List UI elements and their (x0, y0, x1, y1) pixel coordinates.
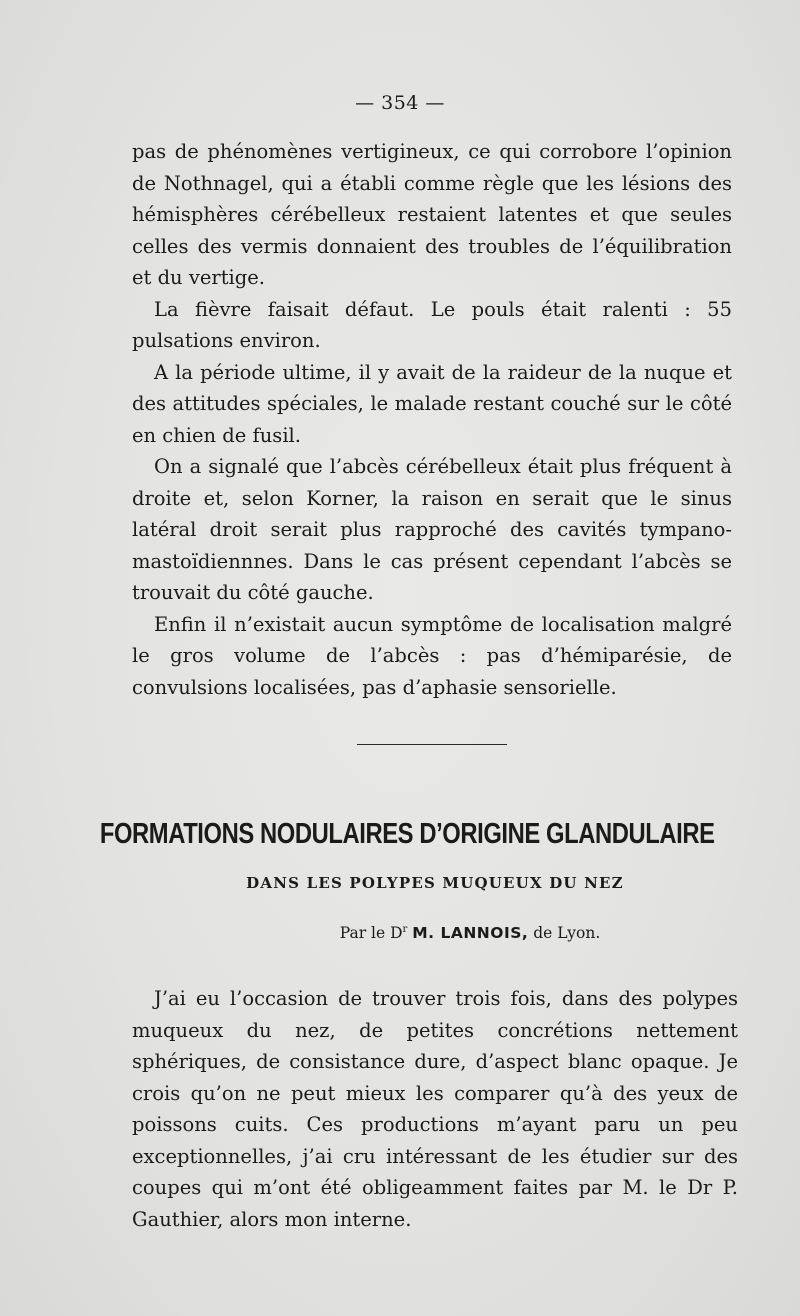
paragraph: Enfin il n’existait aucun symptôme de localisation malgré le gros volume de l’abcès : pas d’hémiparésie, de convulsions localisées, pas d’aphasie sensorielle. (132, 612, 732, 699)
article-body (132, 983, 738, 1235)
paragraph: On a signalé que l’abcès cérébelleux était plus fréquent à droite et, selon Korner, la raison en serait que le sinus latéral droit serait plus rapproché des cavités tympano-mastoïdiennnes. Dans le cas présent cependant l’abcès se trouvait du côté gauche. (132, 455, 732, 604)
article-title: FORMATIONS NODULAIRES D’ORIGINE GLANDULAIRE (99, 818, 715, 850)
byline-superscript: r (402, 924, 408, 935)
previous-article-text (132, 136, 732, 703)
byline-suffix: de Lyon. (533, 924, 601, 943)
byline (0, 924, 800, 942)
byline-prefix: Par le D (339, 924, 403, 943)
paragraph: La fièvre faisait défaut. Le pouls était ralenti : 55 pulsations environ. (132, 297, 732, 352)
paragraph: A la période ultime, il y avait de la raideur de la nuque et des attitudes spéciales, le malade restant couché sur le côté en chien de fusil. (132, 360, 732, 447)
author-name: M. LANNOIS, (412, 924, 529, 943)
paragraph: pas de phénomènes vertigineux, ce qui corrobore l’opinion de Nothnagel, qui a établi comme règle que les lésions des hémisphères cérébelleux restaient latentes et que seules celles des vermis donnaient des troubles de l’équilibration et du vertige. (132, 140, 732, 289)
section-divider (357, 744, 507, 745)
paragraph: J’ai eu l’occasion de trouver trois fois, dans des polypes muqueux du nez, de petites concrétions nettement sphériques, de consistance dure, d’aspect blanc opaque. Je crois qu’on ne peut mieux les comparer qu’à des yeux de poissons cuits. Ces productions m’ayant paru un peu exceptionnelles, j’ai cru intéressant de les étudier sur des coupes qui m’ont été obligeamment faites par M. le Dr P. Gauthier, alors mon interne. (132, 987, 738, 1231)
page-number: — 354 — (355, 92, 445, 114)
article-subtitle: DANS LES POLYPES MUQUEUX DU NEZ (246, 874, 624, 892)
